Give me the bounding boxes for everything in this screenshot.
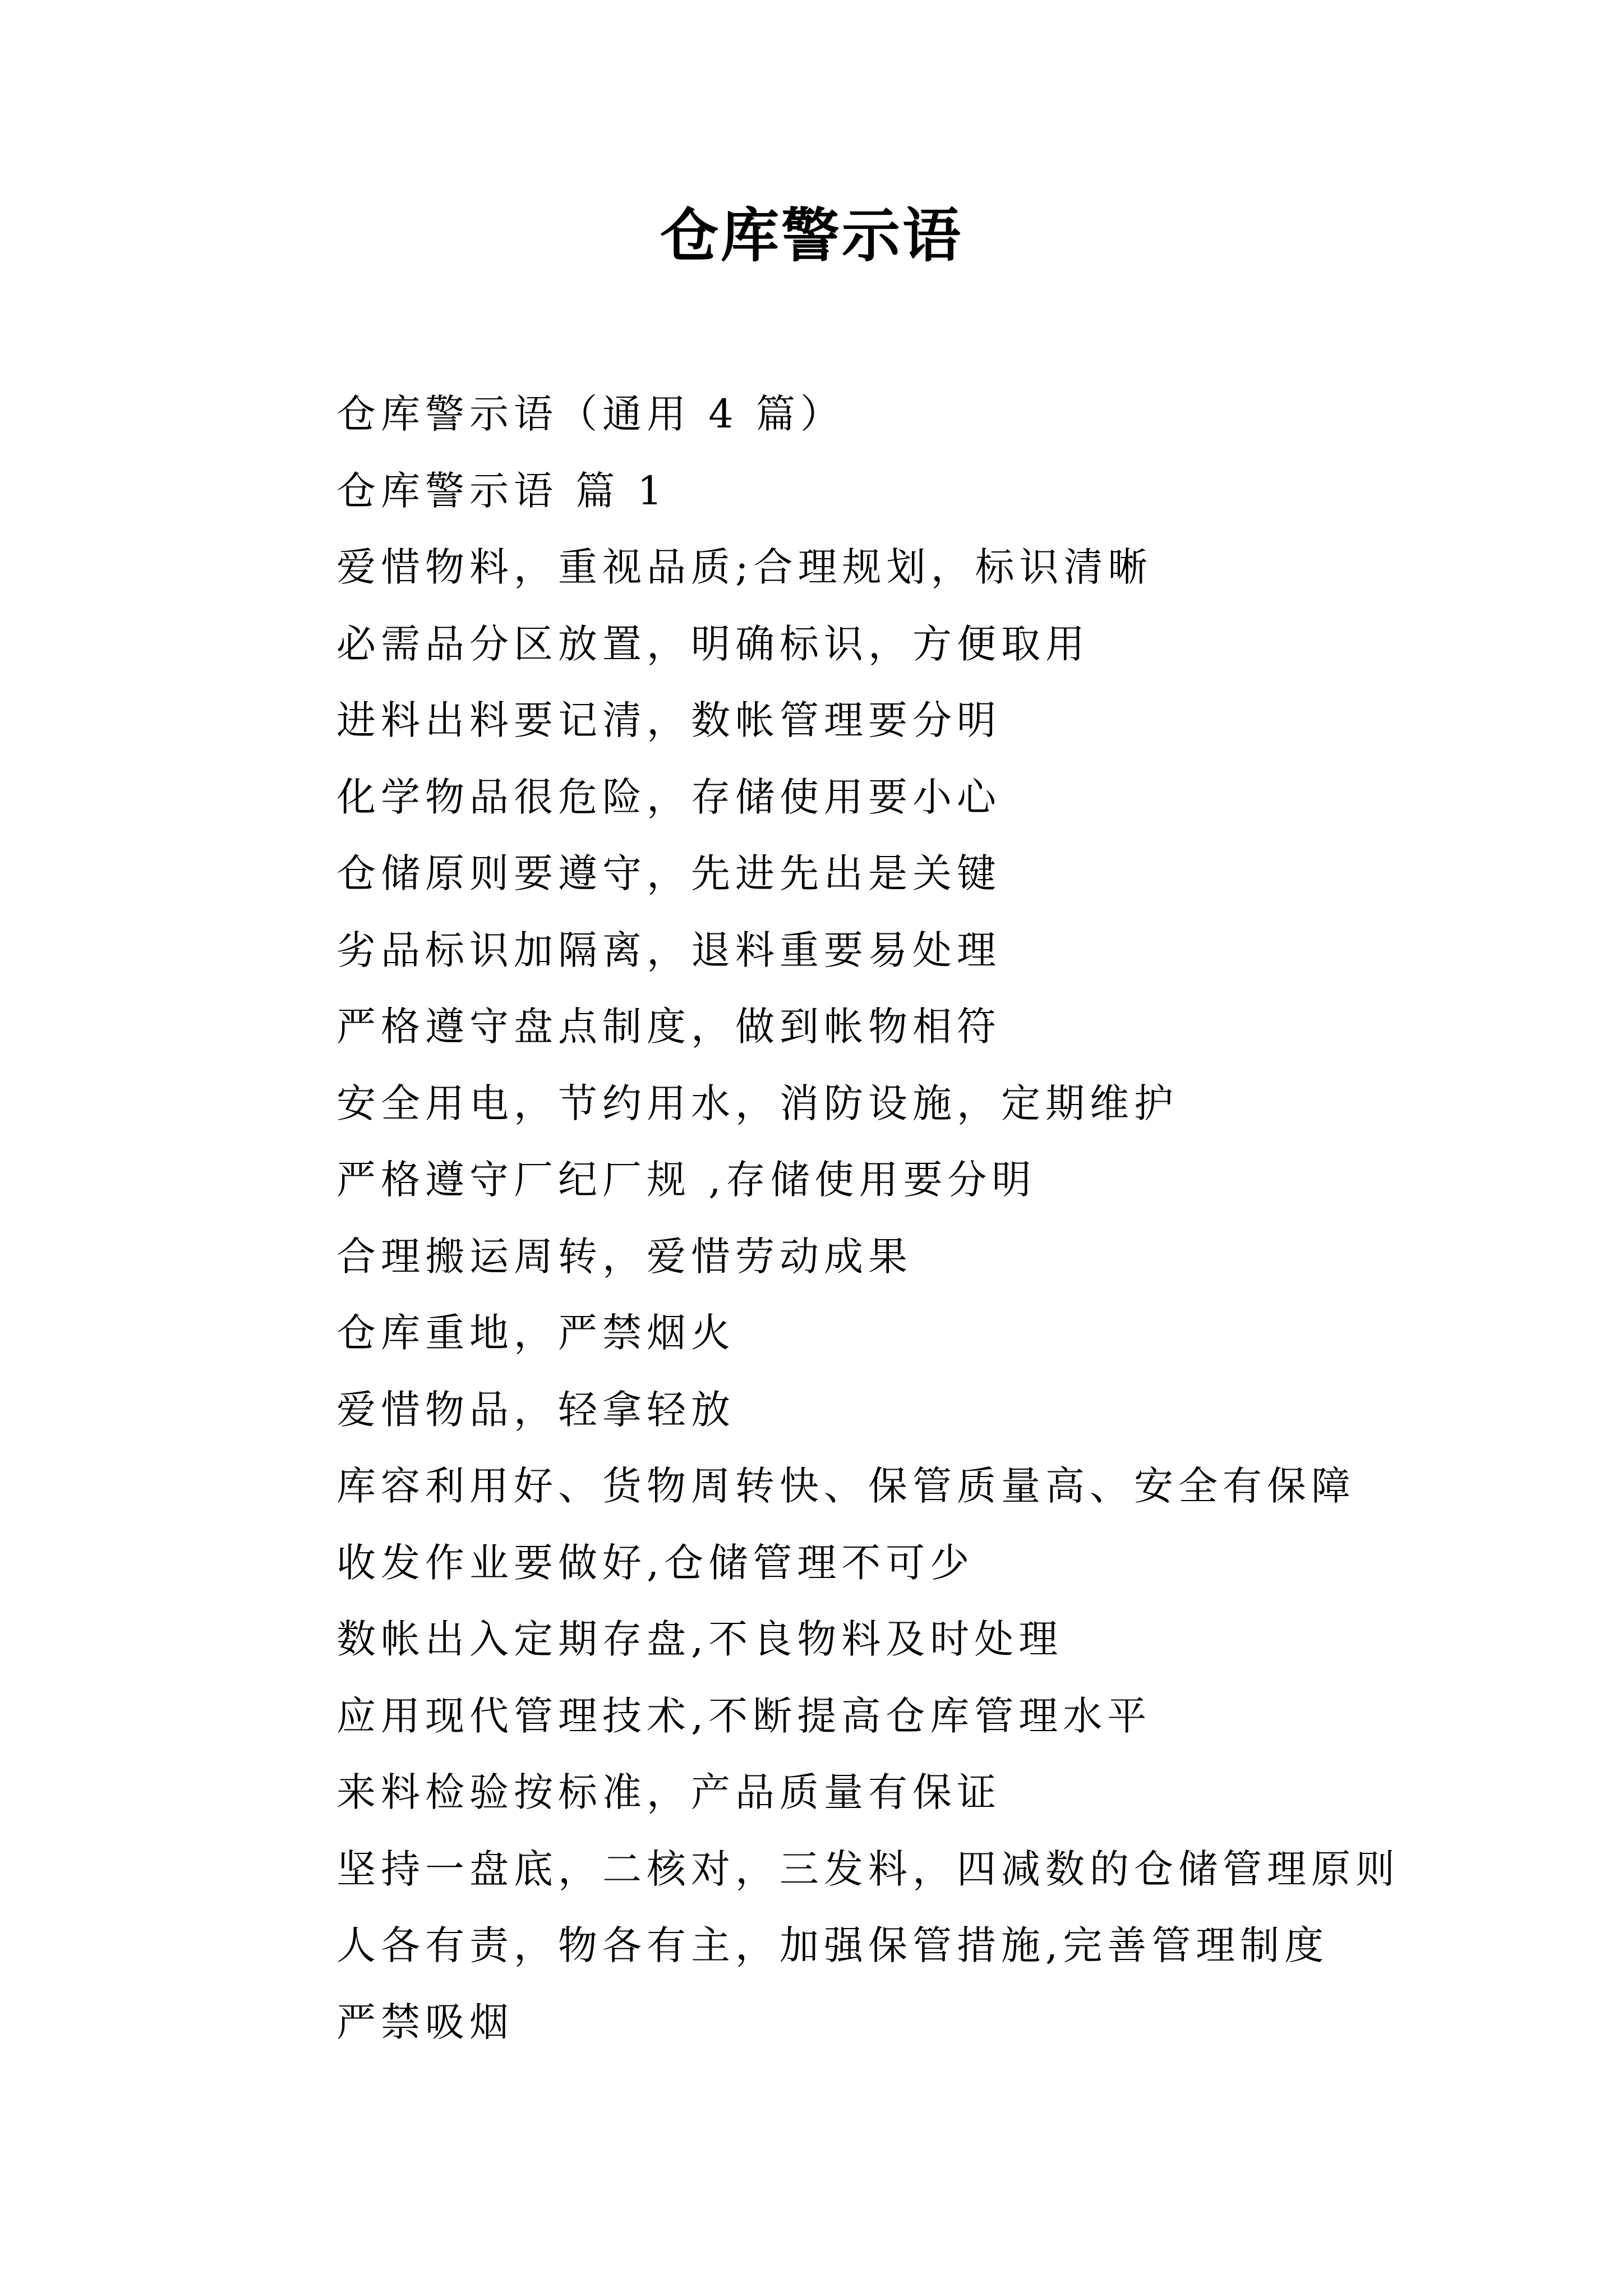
text-line: 进料出料要记清，数帐管理要分明 [336,697,1001,743]
text-line: 爱惜物品，轻拿轻放 [336,1386,735,1433]
text-line: 仓库重地，严禁烟火 [336,1310,735,1356]
document-title: 仓库警示语 [660,201,963,270]
text-line: 严格遵守厂纪厂规 ,存储使用要分明 [336,1157,1036,1203]
text-line: 仓库警示语 篇 1 [336,467,668,514]
text-line: 库容利用好、货物周转快、保管质量高、安全有保障 [336,1463,1355,1509]
text-line: 化学物品很危险，存储使用要小心 [336,774,1001,820]
text-line: 劣品标识加隔离，退料重要易处理 [336,927,1001,973]
text-line: 数帐出入定期存盘,不良物料及时处理 [336,1616,1063,1662]
text-line: 坚持一盘底，二核对，三发料，四减数的仓储管理原则 [336,1846,1400,1892]
text-lines [336,376,1514,2060]
text-line: 必需品分区放置，明确标识，方便取用 [336,620,1090,667]
text-line: 仓储原则要遵守，先进先出是关键 [336,850,1001,896]
text-line: 严禁吸烟 [336,1999,514,2045]
text-line: 人各有责，物各有主，加强保管措施,完善管理制度 [336,1922,1329,1968]
text-line: 严格遵守盘点制度，做到帐物相符 [336,1004,1001,1050]
text-line: 应用现代管理技术,不断提高仓库管理水平 [336,1692,1152,1739]
text-line: 爱惜物料，重视品质;合理规划，标识清晰 [336,544,1152,590]
text-line: 收发作业要做好,仓储管理不可少 [336,1539,975,1586]
text-line: 仓库警示语（通用 4 篇） [336,391,845,437]
text-line: 合理搬运周转，爱惜劳动成果 [336,1233,912,1280]
text-line: 来料检验按标准，产品质量有保证 [336,1769,1001,1815]
text-line: 安全用电，节约用水，消防设施，定期维护 [336,1080,1178,1126]
